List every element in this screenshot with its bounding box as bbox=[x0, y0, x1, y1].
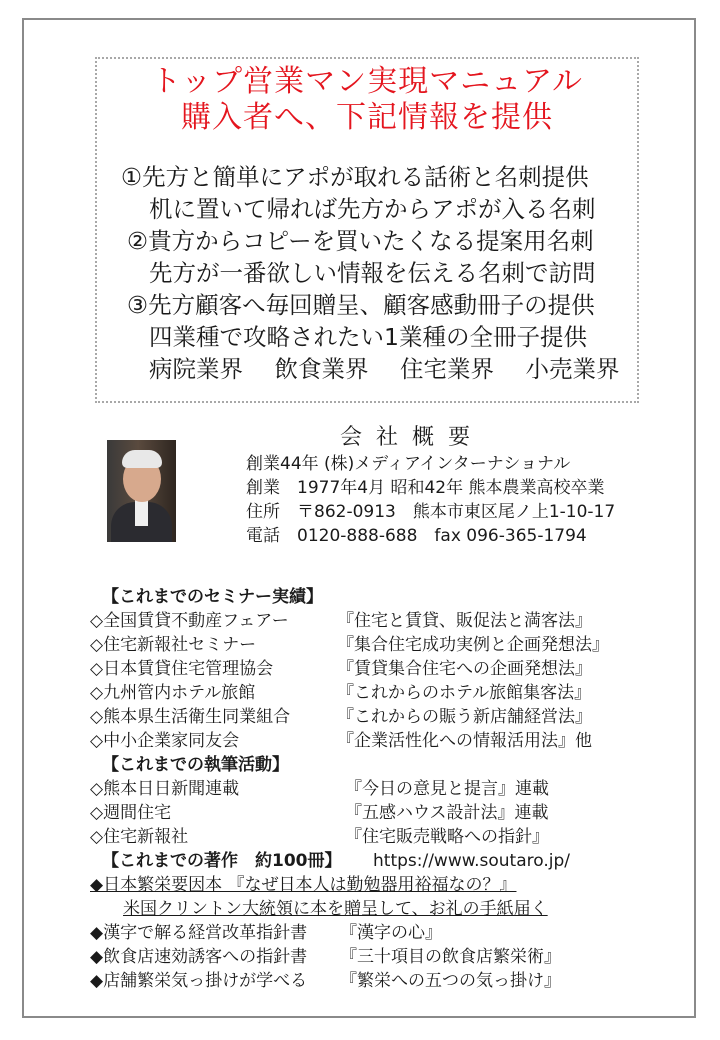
offer-title: トップ営業マン実現マニュアル bbox=[151, 64, 583, 99]
photo-hair bbox=[122, 450, 162, 468]
books-heading: 【これまでの著作 約100冊】 https://www.soutaro.jp/ bbox=[102, 851, 570, 871]
achievements bbox=[90, 585, 650, 993]
industry-label: 小売業界 bbox=[525, 355, 620, 383]
profile-line: 住所 〒862-0913 熊本市東区尾ノ上1-10-17 bbox=[246, 502, 616, 522]
writing-heading: 【これまでの執筆活動】 bbox=[102, 755, 289, 775]
photo-shirt bbox=[135, 500, 148, 526]
offer-item: ①先方と簡単にアポが取れる話術と名刺提供 bbox=[121, 163, 589, 191]
profile-line: 創業 1977年4月 昭和42年 熊本農業高校卒業 bbox=[246, 478, 605, 498]
industries-list bbox=[121, 353, 631, 385]
offer-item: ②貴方からコピーを買いたくなる提案用名刺 bbox=[127, 227, 594, 255]
industry-label: 飲食業界 bbox=[274, 355, 369, 383]
industry-label: 住宅業界 bbox=[399, 355, 494, 383]
offer-subtitle: 購入者へ、下記情報を提供 bbox=[181, 100, 553, 135]
seminar-row: ◇住宅新報社セミナー 『集合住宅成功実例と企画発想法』 bbox=[90, 635, 609, 655]
offer-item: 四業種で攻略されたい1業種の全冊子提供 bbox=[149, 323, 587, 351]
offer-item: 机に置いて帰れば先方からアポが入る名刺 bbox=[149, 195, 596, 223]
profile-title: 会社概要 bbox=[340, 425, 485, 450]
featured-book-note: 米国クリントン大統領に本を贈呈して、お礼の手紙届く bbox=[123, 899, 548, 919]
offer-items bbox=[121, 161, 631, 385]
offer-item: ③先方顧客へ毎回贈呈、顧客感動冊子の提供 bbox=[127, 291, 595, 319]
offer-box bbox=[95, 57, 639, 403]
website-link[interactable]: https://www.soutaro.jp/ bbox=[373, 851, 570, 871]
book-row: ◆店舗繁栄気っ掛けが学べる 『繁栄への五つの気っ掛け』 bbox=[90, 971, 561, 991]
seminar-row: ◇熊本県生活衛生同業組合 『これからの賑う新店舗経営法』 bbox=[90, 707, 592, 727]
seminar-row: ◇日本賃貸住宅管理協会 『賃貸集合住宅への企画発想法』 bbox=[90, 659, 592, 679]
book-row: ◆飲食店速効誘客への指針書 『三十項目の飲食店繁栄術』 bbox=[90, 947, 561, 967]
writing-row: ◇週間住宅 『五感ハウス設計法』連載 bbox=[90, 803, 549, 823]
profile-line: 創業44年 (株)メディアインターナショナル bbox=[246, 454, 571, 474]
company-profile bbox=[246, 452, 615, 548]
book-row: ◆漢字で解る経営改革指針書 『漢字の心』 bbox=[90, 923, 442, 943]
offer-item: 先方が一番欲しい情報を伝える名刺で訪問 bbox=[149, 259, 596, 287]
industry-label: 病院業界 bbox=[149, 355, 243, 383]
seminar-row: ◇全国賃貸不動産フェアー 『住宅と賃貸、販促法と満客法』 bbox=[90, 611, 592, 631]
writing-row: ◇熊本日日新聞連載 『今日の意見と提言』連載 bbox=[90, 779, 549, 799]
seminars-heading: 【これまでのセミナー実績】 bbox=[102, 587, 323, 607]
writing-row: ◇住宅新報社 『住宅販売戦略への指針』 bbox=[90, 827, 549, 847]
profile-line: 電話 0120-888-688 fax 096-365-1794 bbox=[246, 526, 587, 546]
featured-book: ◆日本繁栄要因本 『なぜ日本人は勤勉器用裕福なの？』 bbox=[90, 875, 517, 895]
author-photo bbox=[107, 440, 176, 542]
seminar-row: ◇九州管内ホテル旅館 『これからのホテル旅館集客法』 bbox=[90, 683, 592, 703]
seminar-row: ◇中小企業家同友会 『企業活性化への情報活用法』他 bbox=[90, 731, 592, 751]
